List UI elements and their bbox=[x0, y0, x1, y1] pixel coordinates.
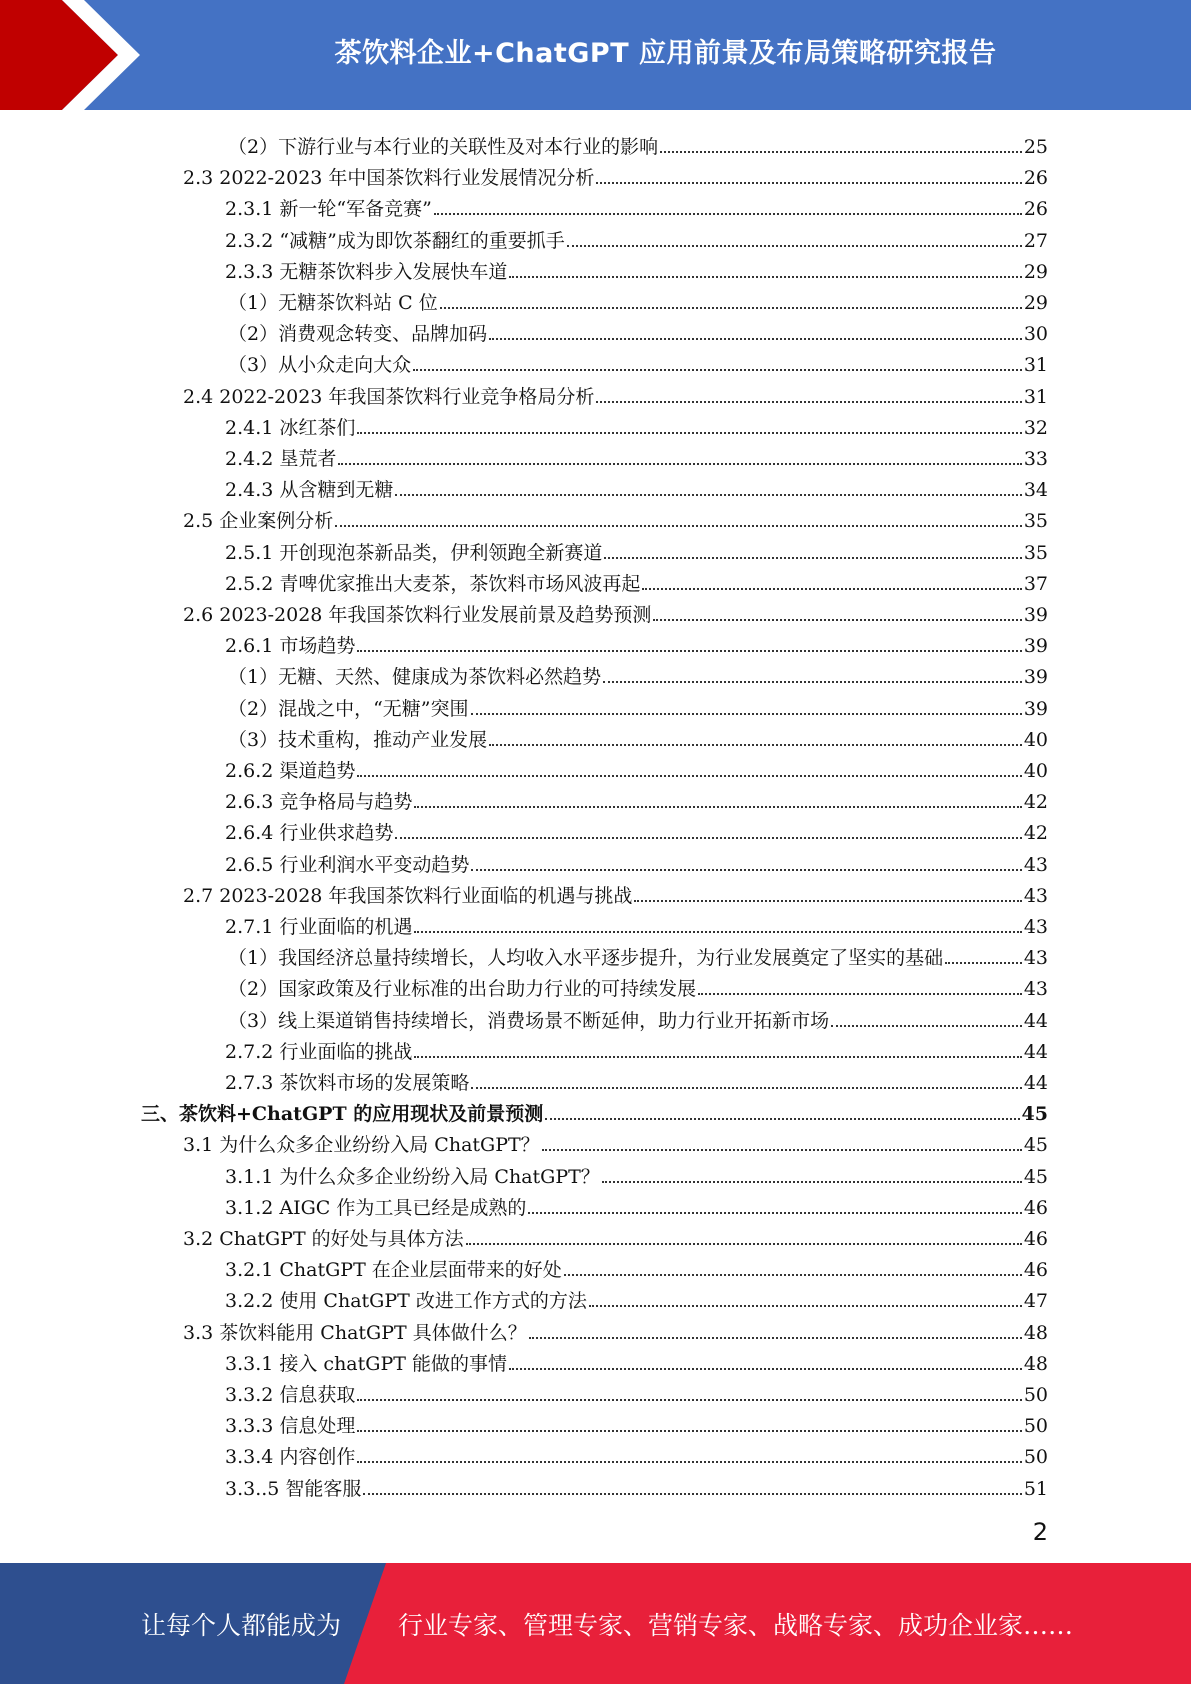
toc-entry[interactable] bbox=[228, 314, 1048, 345]
toc-entry-page: 46 bbox=[1023, 1196, 1048, 1219]
toc-entry[interactable] bbox=[228, 689, 1048, 720]
toc-entry-title: 3.3.4 内容创作 bbox=[225, 1446, 356, 1469]
toc-entry-title: （3）从小众走向大众 bbox=[228, 354, 412, 377]
toc-dot-leader bbox=[831, 1021, 1022, 1027]
toc-entry[interactable] bbox=[225, 189, 1048, 220]
toc-dot-leader bbox=[414, 802, 1021, 808]
toc-entry-page: 29 bbox=[1023, 292, 1048, 314]
toc-entry-title: （3）技术重构，推动产业发展 bbox=[228, 728, 488, 751]
toc-entry-page: 44 bbox=[1023, 1040, 1048, 1063]
toc-dot-leader bbox=[357, 428, 1021, 434]
toc-dot-leader bbox=[489, 740, 1022, 746]
toc-dot-leader bbox=[596, 397, 1021, 403]
toc-dot-leader bbox=[471, 1083, 1021, 1089]
toc-entry-page: 43 bbox=[1023, 884, 1048, 907]
toc-entry[interactable] bbox=[225, 221, 1048, 252]
toc-entry-page: 46 bbox=[1023, 1228, 1048, 1250]
toc-entry[interactable] bbox=[225, 533, 1048, 564]
toc-entry-page: 40 bbox=[1023, 760, 1048, 782]
toc-entry-page: 34 bbox=[1023, 479, 1048, 502]
toc-entry-page: 29 bbox=[1023, 260, 1048, 283]
toc-entry-page: 50 bbox=[1023, 1415, 1048, 1438]
toc-entry-page: 50 bbox=[1023, 1384, 1048, 1406]
toc-dot-leader bbox=[414, 1052, 1021, 1058]
toc-dot-leader bbox=[567, 241, 1022, 247]
toc-entry[interactable] bbox=[183, 876, 1048, 907]
toc-entry-title: 2.7.3 茶饮料市场的发展策略 bbox=[225, 1072, 470, 1094]
toc-entry-title: 2.5.1 开创现泡茶新品类，伊利领跑全新赛道 bbox=[225, 541, 603, 564]
toc-dot-leader bbox=[338, 459, 1021, 465]
toc-entry-title: 3.3.3 信息处理 bbox=[225, 1415, 356, 1438]
toc-entry[interactable] bbox=[183, 158, 1048, 189]
toc-dot-leader bbox=[357, 1457, 1021, 1463]
toc-entry-title: 3.3 茶饮料能用 ChatGPT 具体做什么？ bbox=[183, 1321, 527, 1344]
toc-dot-leader bbox=[471, 709, 1022, 715]
toc-entry-title: （3）线上渠道销售持续增长，消费场景不断延伸，助力行业开拓新市场 bbox=[228, 1009, 830, 1032]
toc-dot-leader bbox=[395, 833, 1021, 839]
toc-entry[interactable] bbox=[225, 1188, 1048, 1219]
toc-dot-leader bbox=[440, 303, 1022, 309]
toc-entry[interactable] bbox=[183, 1125, 1048, 1156]
toc-entry-title: 2.3.2 “减糖”成为即饮茶翻红的重要抓手 bbox=[225, 229, 565, 252]
toc-entry-title: 2.4 2022-2023 年我国茶饮料行业竞争格局分析 bbox=[183, 385, 595, 408]
toc-entry-title: 2.3 2022-2023 年中国茶饮料行业发展情况分析 bbox=[183, 167, 595, 190]
toc-dot-leader bbox=[395, 490, 1021, 496]
toc-entry-page: 44 bbox=[1023, 1072, 1048, 1094]
toc-entry-page: 31 bbox=[1023, 354, 1048, 377]
toc-entry-title: 3.1 为什么众多企业纷纷入局 ChatGPT？ bbox=[183, 1134, 540, 1157]
toc-entry[interactable] bbox=[225, 408, 1048, 439]
toc-entry-page: 51 bbox=[1023, 1477, 1048, 1500]
toc-entry-page: 30 bbox=[1023, 323, 1048, 346]
toc-entry[interactable] bbox=[225, 1063, 1048, 1094]
toc-entry-page: 43 bbox=[1023, 916, 1048, 938]
toc-entry-title: （2）消费观念转变、品牌加码 bbox=[228, 323, 488, 346]
toc-dot-leader bbox=[528, 1208, 1021, 1214]
toc-entry[interactable] bbox=[228, 657, 1048, 688]
toc-entry-page: 39 bbox=[1023, 604, 1048, 626]
toc-entry-title: 2.6.5 行业利润水平变动趋势 bbox=[225, 853, 470, 876]
toc-dot-leader bbox=[529, 1333, 1022, 1339]
toc-entry-page: 39 bbox=[1023, 666, 1048, 689]
toc-entry[interactable] bbox=[225, 252, 1048, 283]
toc-entry[interactable] bbox=[225, 1469, 1048, 1500]
toc-dot-leader bbox=[642, 584, 1021, 590]
toc-entry-title: 3.1.1 为什么众多企业纷纷入局 ChatGPT？ bbox=[225, 1165, 600, 1188]
toc-entry-page: 45 bbox=[1023, 1165, 1048, 1188]
toc-entry-page: 35 bbox=[1023, 541, 1048, 564]
toc-entry-page: 44 bbox=[1023, 1009, 1048, 1032]
toc-dot-leader bbox=[602, 1177, 1022, 1183]
footer-slogan-left: 让每个人都能成为 bbox=[141, 1610, 342, 1640]
toc-entry-page: 27 bbox=[1023, 229, 1048, 252]
toc-dot-leader bbox=[589, 1301, 1022, 1307]
toc-entry-title: （1）无糖茶饮料站 C 位 bbox=[228, 292, 438, 314]
toc-dot-leader bbox=[698, 989, 1022, 995]
toc-entry[interactable] bbox=[183, 1313, 1048, 1344]
toc-entry-page: 39 bbox=[1023, 635, 1048, 658]
toc-entry-title: 2.6.1 市场趋势 bbox=[225, 635, 356, 658]
toc-entry-title: 2.7.2 行业面临的挑战 bbox=[225, 1040, 413, 1063]
report-footer bbox=[0, 1563, 1191, 1684]
toc-entry-page: 37 bbox=[1023, 572, 1048, 595]
toc-entry-page: 33 bbox=[1023, 448, 1048, 470]
toc-entry[interactable] bbox=[228, 938, 1048, 969]
toc-entry-page: 46 bbox=[1023, 1259, 1048, 1282]
toc-entry[interactable] bbox=[225, 564, 1048, 595]
toc-dot-leader bbox=[545, 1114, 1019, 1120]
toc-dot-leader bbox=[653, 615, 1021, 621]
toc-entry[interactable] bbox=[225, 626, 1048, 657]
toc-dot-leader bbox=[509, 272, 1021, 278]
toc-entry[interactable] bbox=[225, 439, 1048, 470]
toc-entry-title: 3.1.2 AIGC 作为工具已经是成熟的 bbox=[225, 1196, 527, 1219]
toc-entry[interactable] bbox=[228, 127, 1048, 158]
report-header bbox=[0, 0, 1191, 110]
toc-entry-page: 43 bbox=[1023, 947, 1048, 970]
toc-entry-page: 39 bbox=[1023, 697, 1048, 720]
toc-dot-leader bbox=[634, 896, 1021, 902]
toc-entry-page: 48 bbox=[1023, 1321, 1048, 1344]
toc-entry[interactable] bbox=[225, 1250, 1048, 1281]
toc-entry-title: （2）国家政策及行业标准的出台助力行业的可持续发展 bbox=[228, 978, 697, 1001]
toc-entry[interactable] bbox=[183, 1219, 1048, 1250]
toc-dot-leader bbox=[466, 1239, 1022, 1245]
toc-dot-leader bbox=[509, 1364, 1022, 1370]
report-title: 茶饮料企业+ChatGPT 应用前景及布局策略研究报告 bbox=[334, 37, 997, 69]
toc-dot-leader bbox=[489, 334, 1022, 340]
toc-entry[interactable] bbox=[225, 813, 1048, 844]
toc-entry-page: 43 bbox=[1023, 978, 1048, 1001]
toc-entry-title: 2.3.1 新一轮“军备竞赛” bbox=[225, 198, 432, 221]
toc-entry-title: 3.2.2 使用 ChatGPT 改进工作方式的方法 bbox=[225, 1290, 587, 1313]
toc-dot-leader bbox=[414, 927, 1021, 933]
toc-dot-leader bbox=[335, 521, 1022, 527]
toc-entry-title: （2）混战之中，“无糖”突围 bbox=[228, 697, 469, 720]
toc-entry-title: 2.5.2 青啤优家推出大麦茶，茶饮料市场风波再起 bbox=[225, 572, 641, 595]
toc-dot-leader bbox=[564, 1270, 1022, 1276]
toc-entry[interactable] bbox=[228, 1001, 1048, 1032]
toc-entry-page: 42 bbox=[1023, 822, 1048, 845]
toc-entry[interactable] bbox=[228, 345, 1048, 376]
toc-dot-leader bbox=[660, 147, 1022, 153]
toc-dot-leader bbox=[363, 1489, 1021, 1495]
toc-entry-title: 3.3.1 接入 chatGPT 能做的事情 bbox=[225, 1352, 507, 1375]
toc-entry[interactable] bbox=[228, 720, 1048, 751]
page-number: 2 bbox=[1032, 1518, 1048, 1546]
footer-slogan-right: 行业专家、管理专家、营销专家、战略专家、成功企业家…… bbox=[398, 1610, 1074, 1640]
toc-entry[interactable] bbox=[225, 907, 1048, 938]
toc-entry-title: 2.5 企业案例分析 bbox=[183, 510, 334, 533]
toc-entry[interactable] bbox=[183, 501, 1048, 532]
toc-entry-title: 2.6.2 渠道趋势 bbox=[225, 760, 356, 782]
toc-entry-title: 2.7.1 行业面临的机遇 bbox=[225, 916, 413, 938]
toc-entry-page: 45 bbox=[1023, 1134, 1048, 1157]
toc-entry-title: 2.4.1 冰红茶们 bbox=[225, 416, 356, 439]
toc-entry-page: 25 bbox=[1023, 136, 1048, 158]
toc-entry-title: 2.3.3 无糖茶饮料步入发展快车道 bbox=[225, 260, 508, 283]
toc-dot-leader bbox=[603, 677, 1022, 683]
toc-entry-page: 42 bbox=[1023, 791, 1048, 814]
toc-entry[interactable] bbox=[141, 1094, 1048, 1125]
toc-dot-leader bbox=[357, 771, 1021, 777]
toc-entry[interactable] bbox=[225, 470, 1048, 501]
toc-entry-title: 3.3..5 智能客服 bbox=[225, 1477, 362, 1500]
toc-dot-leader bbox=[357, 1426, 1021, 1432]
toc-dot-leader bbox=[945, 958, 1022, 964]
toc-entry-page: 50 bbox=[1023, 1446, 1048, 1469]
toc-entry[interactable] bbox=[183, 595, 1048, 626]
toc-entry-title: 2.4.2 垦荒者 bbox=[225, 448, 337, 470]
toc-entry[interactable] bbox=[228, 283, 1048, 314]
toc-entry-page: 40 bbox=[1023, 728, 1048, 751]
toc-entry[interactable] bbox=[225, 1375, 1048, 1406]
toc-dot-leader bbox=[434, 209, 1022, 215]
toc-entry[interactable] bbox=[183, 377, 1048, 408]
toc-entry-page: 32 bbox=[1023, 416, 1048, 439]
toc-entry-page: 43 bbox=[1023, 853, 1048, 876]
toc-entry-page: 26 bbox=[1023, 198, 1048, 221]
toc-dot-leader bbox=[357, 1395, 1021, 1401]
toc-dot-leader bbox=[471, 865, 1021, 871]
toc-entry[interactable] bbox=[225, 751, 1048, 782]
toc-entry-page: 26 bbox=[1023, 167, 1048, 190]
toc-entry[interactable] bbox=[225, 1032, 1048, 1063]
toc-dot-leader bbox=[542, 1145, 1022, 1151]
toc-entry-page: 47 bbox=[1023, 1290, 1048, 1313]
toc-entry[interactable] bbox=[225, 1281, 1048, 1312]
toc-entry-page: 35 bbox=[1023, 510, 1048, 533]
toc-entry-title: （1）我国经济总量持续增长，人均收入水平逐步提升，为行业发展奠定了坚实的基础 bbox=[228, 947, 944, 970]
toc-entry-title: 2.6.3 竞争格局与趋势 bbox=[225, 791, 413, 814]
toc-entry-page: 48 bbox=[1023, 1352, 1048, 1375]
toc-entry-title: 2.4.3 从含糖到无糖 bbox=[225, 479, 394, 502]
toc-entry-title: 3.3.2 信息获取 bbox=[225, 1384, 356, 1406]
toc-entry-title: 2.6.4 行业供求趋势 bbox=[225, 822, 394, 845]
toc-entry[interactable] bbox=[225, 1344, 1048, 1375]
toc-entry[interactable] bbox=[225, 782, 1048, 813]
toc-entry-title: 2.6 2023-2028 年我国茶饮料行业发展前景及趋势预测 bbox=[183, 604, 652, 626]
toc-entry-title: 3.2.1 ChatGPT 在企业层面带来的好处 bbox=[225, 1259, 562, 1282]
toc-dot-leader bbox=[357, 646, 1021, 652]
toc-entry-title: （2）下游行业与本行业的关联性及对本行业的影响 bbox=[228, 136, 659, 158]
toc-entry[interactable] bbox=[225, 1406, 1048, 1437]
toc-entry[interactable] bbox=[225, 845, 1048, 876]
toc-dot-leader bbox=[596, 178, 1021, 184]
toc-entry-page: 45 bbox=[1021, 1103, 1048, 1126]
toc-entry[interactable] bbox=[228, 969, 1048, 1000]
toc-entry-title: 2.7 2023-2028 年我国茶饮料行业面临的机遇与挑战 bbox=[183, 884, 633, 907]
header-arrow-decoration bbox=[0, 0, 160, 110]
toc-entry[interactable] bbox=[225, 1157, 1048, 1188]
toc-entry-page: 31 bbox=[1023, 385, 1048, 408]
toc-dot-leader bbox=[604, 553, 1021, 559]
toc-entry-title: 三、茶饮料+ChatGPT 的应用现状及前景预测 bbox=[141, 1103, 544, 1126]
toc-dot-leader bbox=[413, 365, 1022, 371]
toc-entry-title: 3.2 ChatGPT 的好处与具体方法 bbox=[183, 1228, 464, 1250]
toc-entry-title: （1）无糖、天然、健康成为茶饮料必然趋势 bbox=[228, 666, 602, 689]
toc-entry[interactable] bbox=[225, 1437, 1048, 1468]
